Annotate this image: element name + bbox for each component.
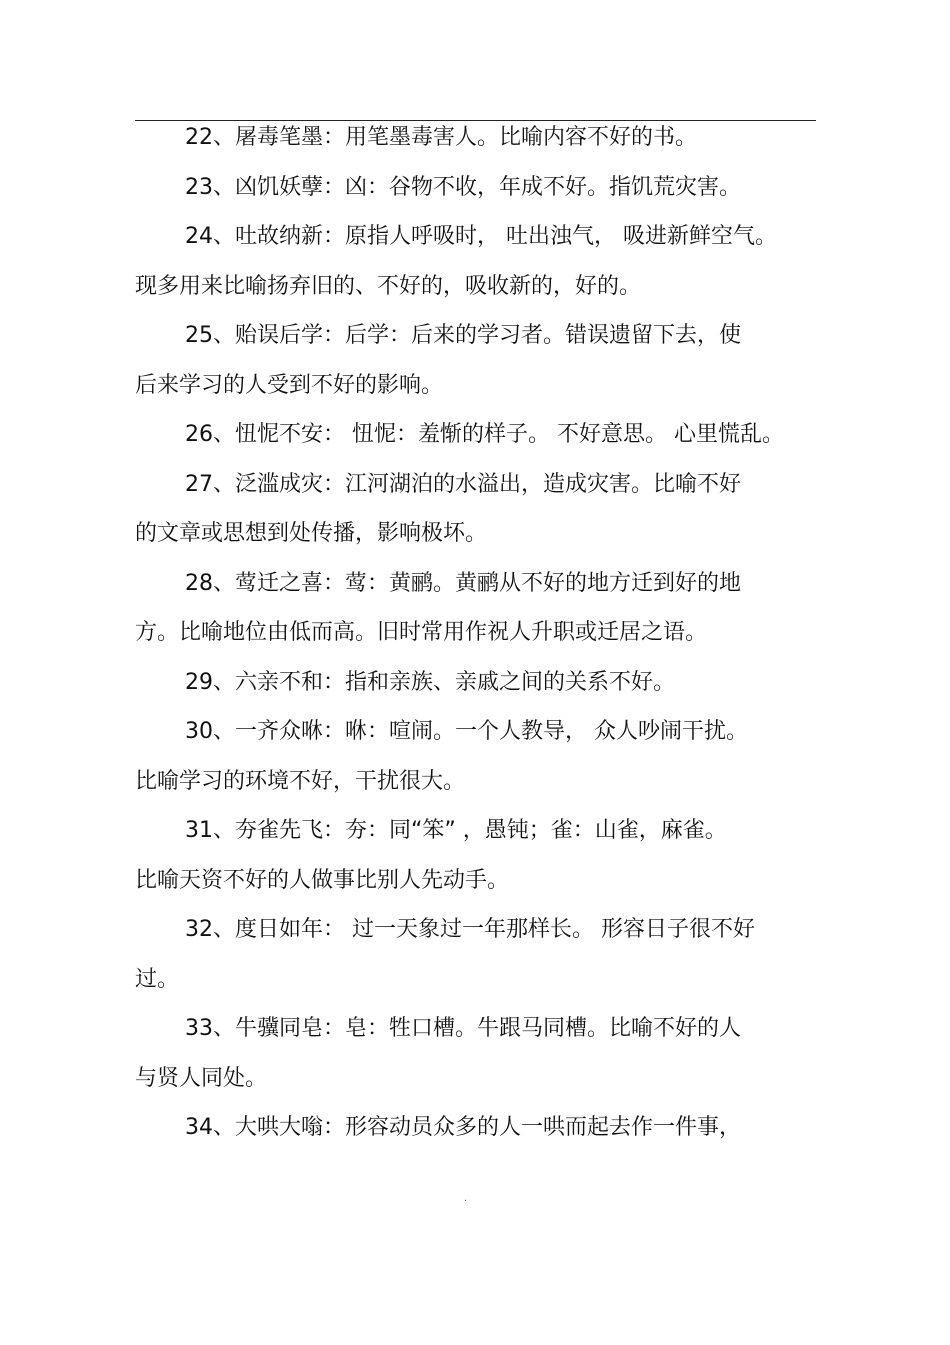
entry-line: 后来学习的人受到不好的影响。 bbox=[135, 372, 444, 398]
entry-24 bbox=[135, 217, 816, 316]
entry-34 bbox=[135, 1108, 816, 1158]
idiom-list bbox=[135, 118, 816, 1158]
entry-line: 22、屠毒笔墨：用笔墨毒害人。比喻内容不好的书。 bbox=[185, 125, 697, 150]
entry-line: 23、凶饥妖孽：凶：谷物不收，年成不好。指饥荒灾害。 bbox=[185, 174, 741, 200]
entry-line: 与贤人同处。 bbox=[135, 1065, 268, 1091]
entry-line: 的文章或思想到处传播，影响极坏。 bbox=[135, 521, 488, 546]
entry-line: 28、莺迁之喜：莺：黄鹂。黄鹂从不好的地方迁到好的地 bbox=[185, 570, 741, 596]
entry-line: 现多用来比喻扬弃旧的、不好的，吸收新的，好的。 bbox=[135, 273, 642, 299]
entry-27 bbox=[135, 465, 816, 564]
entry-line: 33、牛骥同皂：皂：牲口槽。牛跟马同槽。比喻不好的人 bbox=[185, 1016, 741, 1041]
entry-line: 比喻学习的环境不好，干扰很大。 bbox=[135, 768, 466, 794]
entry-line: 27、泛滥成灾：江河湖泊的水溢出，造成灾害。比喻不好 bbox=[185, 471, 741, 497]
entry-29 bbox=[135, 663, 816, 713]
entry-line: 29、六亲不和：指和亲族、亲戚之间的关系不好。 bbox=[185, 669, 675, 695]
entry-line: 26、忸怩不安： 忸怩：羞惭的样子。 不好意思。 心里慌乱。 bbox=[185, 422, 784, 447]
entry-line: 25、贻误后学：后学：后来的学习者。错误遗留下去，使 bbox=[185, 323, 741, 348]
entry-26 bbox=[135, 415, 816, 465]
footer-mark: . bbox=[464, 1193, 468, 1204]
entry-33 bbox=[135, 1009, 816, 1108]
entry-line: 24、吐故纳新：原指人呼吸时， 吐出浊气， 吸进新鲜空气。 bbox=[185, 224, 777, 249]
entry-line: 30、一齐众咻：咻：喧闹。一个人教导， 众人吵闹干扰。 bbox=[185, 719, 748, 744]
entry-line: 32、度日如年： 过一天象过一年那样长。 形容日子很不好 bbox=[185, 917, 755, 942]
entry-line: 34、大哄大嗡：形容动员众多的人一哄而起去作一件事， bbox=[185, 1115, 741, 1140]
entry-28 bbox=[135, 564, 816, 663]
entry-32 bbox=[135, 910, 816, 1009]
entry-30 bbox=[135, 712, 816, 811]
entry-25 bbox=[135, 316, 816, 415]
entry-31 bbox=[135, 811, 816, 910]
entry-line: 比喻天资不好的人做事比别人先动手。 bbox=[135, 867, 510, 893]
entry-line: 过。 bbox=[135, 966, 180, 992]
entry-line: 方。比喻地位由低而高。旧时常用作祝人升职或迁居之语。 bbox=[135, 620, 708, 645]
entry-22 bbox=[135, 118, 816, 168]
entry-23 bbox=[135, 168, 816, 218]
entry-line: 31、夯雀先飞：夯：同“笨” ，愚钝；雀：山雀，麻雀。 bbox=[185, 818, 727, 843]
